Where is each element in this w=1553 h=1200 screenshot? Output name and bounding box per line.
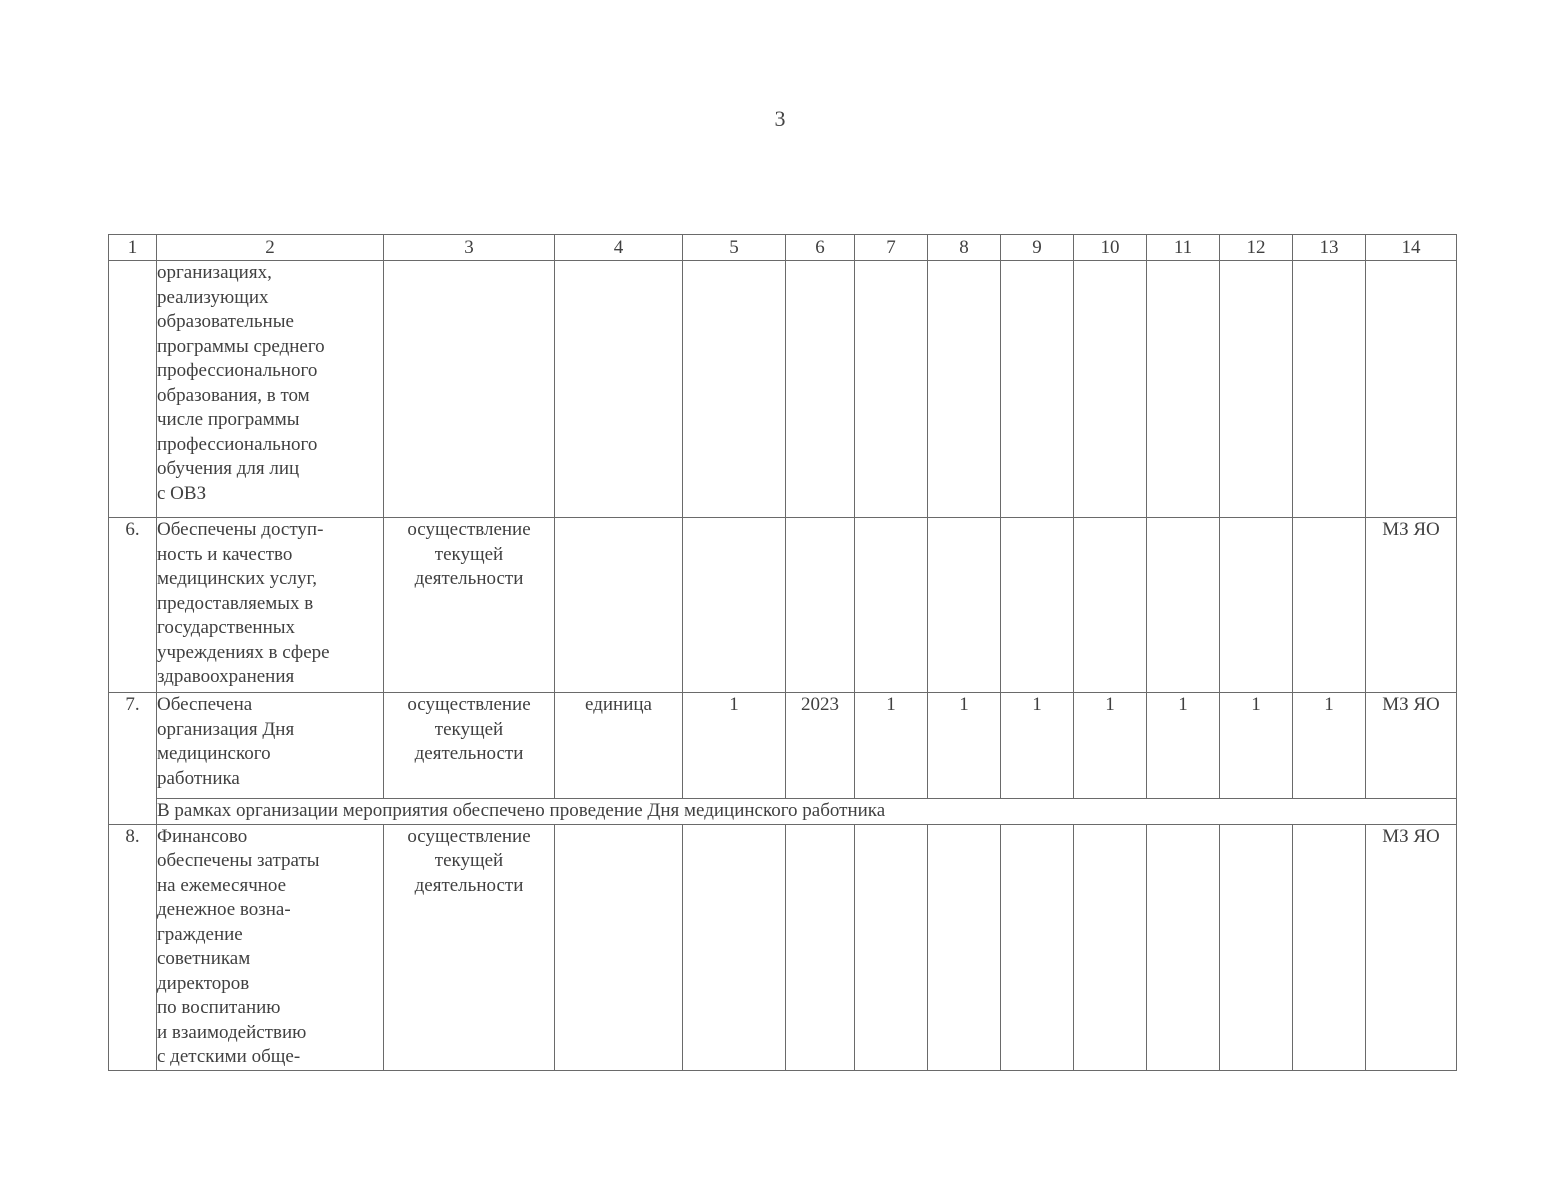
value-cell (1074, 261, 1147, 518)
value-cell: 1 (1147, 693, 1220, 799)
responsible-cell: МЗ ЯО (1366, 824, 1457, 1070)
base-year-cell (786, 518, 855, 693)
base-value-cell (683, 824, 786, 1070)
value-cell (855, 261, 928, 518)
value-cell (1293, 518, 1366, 693)
base-year-cell: 2023 (786, 693, 855, 799)
column-number: 5 (683, 235, 786, 261)
unit-cell (555, 824, 683, 1070)
base-value-cell (683, 518, 786, 693)
value-cell (1074, 824, 1147, 1070)
value-cell: 1 (1220, 693, 1293, 799)
value-cell (1147, 518, 1220, 693)
value-cell (1147, 261, 1220, 518)
value-cell: 1 (1074, 693, 1147, 799)
unit-cell (555, 261, 683, 518)
value-cell (855, 824, 928, 1070)
result-note: В рамках организации мероприятия обеспечено проведение Дня медицинского работника (157, 799, 1457, 825)
header-row (109, 235, 1457, 261)
value-cell (1220, 261, 1293, 518)
responsible-cell: МЗ ЯО (1366, 518, 1457, 693)
value-cell (1293, 261, 1366, 518)
value-cell: 1 (855, 693, 928, 799)
value-cell (855, 518, 928, 693)
unit-cell: единица (555, 693, 683, 799)
base-year-cell (786, 261, 855, 518)
base-value-cell (683, 261, 786, 518)
row-number: 7. (109, 693, 157, 825)
measure-type: осуществление текущей деятельности (384, 693, 555, 799)
note-row (109, 799, 1457, 825)
column-number: 8 (928, 235, 1001, 261)
measure-text: Обеспечены доступ- ность и качество медицинских услуг, предоставляемых в государственных учреждениях в сфере здравоохранения (157, 518, 384, 693)
column-number: 10 (1074, 235, 1147, 261)
base-year-cell (786, 824, 855, 1070)
value-cell (1001, 261, 1074, 518)
column-number: 14 (1366, 235, 1457, 261)
measure-type: осуществление текущей деятельности (384, 518, 555, 693)
row-number: 6. (109, 518, 157, 693)
value-cell (1001, 824, 1074, 1070)
page-number: 3 (774, 106, 786, 131)
measures-table (108, 234, 1457, 1071)
value-cell (1074, 518, 1147, 693)
value-cell (928, 518, 1001, 693)
value-cell (1293, 824, 1366, 1070)
value-cell (1147, 824, 1220, 1070)
column-number: 12 (1220, 235, 1293, 261)
column-number: 6 (786, 235, 855, 261)
column-number: 13 (1293, 235, 1366, 261)
value-cell: 1 (1001, 693, 1074, 799)
measure-text: организациях, реализующих образовательные программы среднего профессионального образования, в том числе программы профессионального обучения для лиц с ОВЗ (157, 261, 384, 518)
column-number: 4 (555, 235, 683, 261)
responsible-cell: МЗ ЯО (1366, 693, 1457, 799)
value-cell: 1 (1293, 693, 1366, 799)
column-number: 1 (109, 235, 157, 261)
table-row (109, 261, 1457, 518)
row-number: 8. (109, 824, 157, 1070)
table-row (109, 693, 1457, 799)
value-cell (928, 824, 1001, 1070)
value-cell: 1 (928, 693, 1001, 799)
row-number (109, 261, 157, 518)
value-cell (1001, 518, 1074, 693)
unit-cell (555, 518, 683, 693)
column-number: 9 (1001, 235, 1074, 261)
responsible-cell (1366, 261, 1457, 518)
value-cell (928, 261, 1001, 518)
table-row (109, 518, 1457, 693)
column-number: 11 (1147, 235, 1220, 261)
table-row (109, 824, 1457, 1070)
column-number: 7 (855, 235, 928, 261)
value-cell (1220, 824, 1293, 1070)
measure-type: осуществление текущей деятельности (384, 824, 555, 1070)
measure-text: Финансово обеспечены затраты на ежемесячное денежное возна- граждение советникам директоров по воспитанию и взаимодействию с детскими обще- (157, 824, 384, 1070)
column-number: 3 (384, 235, 555, 261)
measure-type (384, 261, 555, 518)
measure-text: Обеспечена организация Дня медицинского работника (157, 693, 384, 799)
base-value-cell: 1 (683, 693, 786, 799)
column-number: 2 (157, 235, 384, 261)
value-cell (1220, 518, 1293, 693)
